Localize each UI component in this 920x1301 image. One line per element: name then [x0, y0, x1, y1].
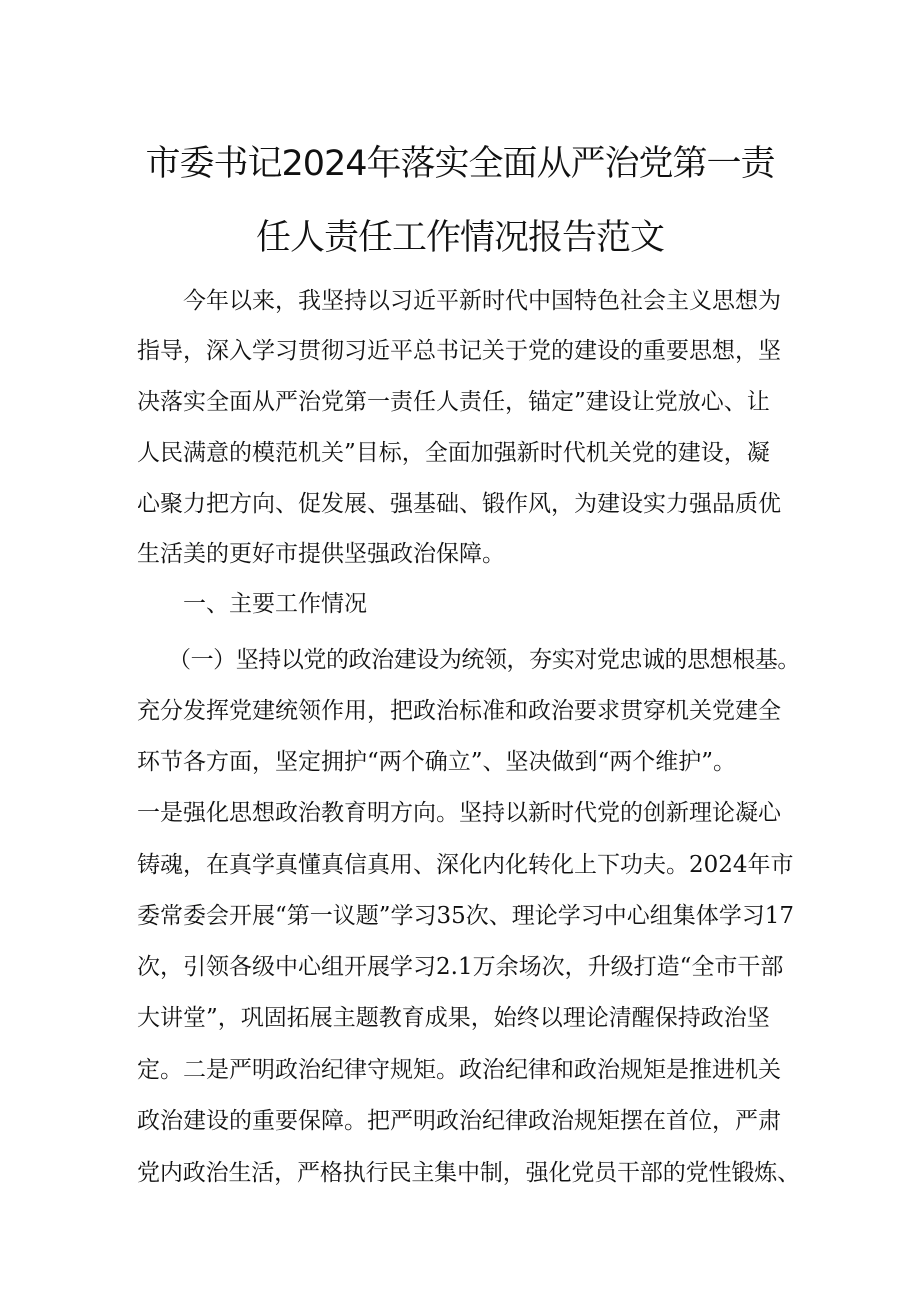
body-text-line: 决落实全面从严治党第一责任人责任，锚定”建设让党放心、让	[137, 389, 770, 415]
body-text-line: 政治建设的重要保障。把严明政治纪律政治规矩摆在首位，严肃	[137, 1108, 781, 1134]
document-title-line-1: 市委书记2024年落实全面从严治党第一责	[145, 144, 775, 184]
body-text-line: 指导，深入学习贯彻习近平总书记关于党的建设的重要思想，坚	[137, 338, 781, 364]
body-text-line: 生活美的更好市提供坚强政治保障。	[137, 541, 505, 567]
section-heading: 一、主要工作情况	[183, 591, 367, 617]
body-text-line: 充分发挥党建统领作用，把政治标准和政治要求贯穿机关党建全	[137, 698, 781, 724]
body-text-line: 定。二是严明政治纪律守规矩。政治纪律和政治规矩是推进机关	[137, 1057, 781, 1083]
body-text-line: 心聚力把方向、促发展、强基础、锻作风，为建设实力强品质优	[137, 491, 781, 517]
body-text-line: 铸魂，在真学真懂真信真用、深化内化转化上下功夫。2024年市	[137, 852, 794, 878]
body-text-line: 人民满意的模范机关”目标，全面加强新时代机关党的建设，凝	[137, 440, 770, 466]
subsection-heading: （一）坚持以党的政治建设为统领，夯实对党忠诚的思想根基。	[168, 647, 800, 673]
body-text-line: 环节各方面，坚定拥护“两个确立”、坚决做到“两个维护”。	[137, 749, 737, 775]
body-text-line: 大讲堂”，巩固拓展主题教育成果，始终以理论清醒保持政治坚	[137, 1005, 770, 1031]
body-text-line: 一是强化思想政治教育明方向。坚持以新时代党的创新理论凝心	[137, 800, 781, 826]
body-text-line: 委常委会开展“第一议题”学习35次、理论学习中心组集体学习17	[137, 903, 795, 929]
body-text-line: 今年以来，我坚持以习近平新时代中国特色社会主义思想为	[183, 288, 781, 314]
body-text-line: 党内政治生活，严格执行民主集中制，强化党员干部的党性锻炼、	[137, 1160, 800, 1186]
document-title-line-2: 任人责任工作情况报告范文	[255, 218, 664, 258]
body-text-line: 次，引领各级中心组开展学习2.1万余场次，升级打造“全市干部	[137, 954, 784, 980]
